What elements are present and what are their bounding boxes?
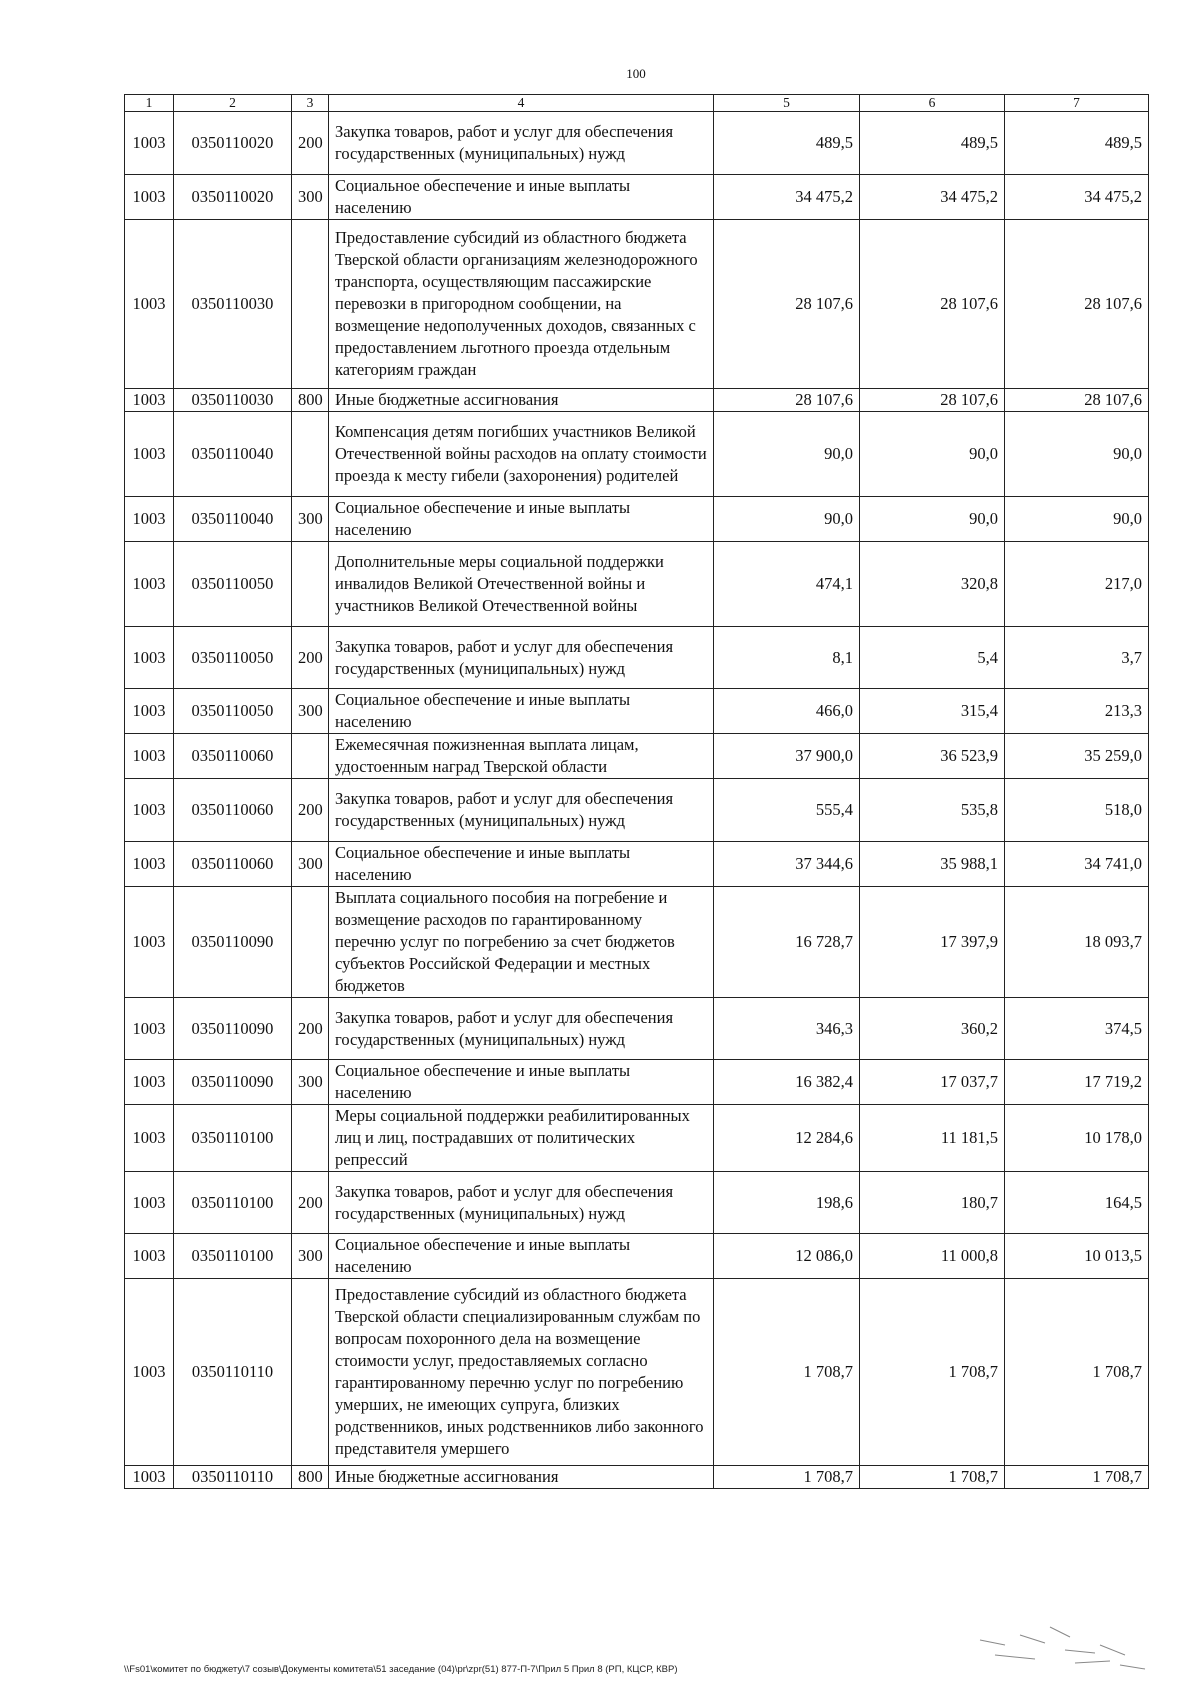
expense-type-code [292, 220, 329, 389]
section-code: 1003 [125, 112, 174, 175]
table-row [125, 542, 1149, 627]
expense-type-code: 200 [292, 627, 329, 689]
header-col-1: 1 [125, 95, 174, 112]
table-row [125, 779, 1149, 842]
amount-year-2: 1 708,7 [860, 1279, 1005, 1466]
amount-year-3: 3,7 [1005, 627, 1149, 689]
amount-year-1: 28 107,6 [714, 220, 860, 389]
section-code: 1003 [125, 842, 174, 887]
budget-table-container [124, 94, 1148, 1489]
target-article-code: 0350110100 [174, 1172, 292, 1234]
header-col-7: 7 [1005, 95, 1149, 112]
section-code: 1003 [125, 175, 174, 220]
amount-year-3: 34 741,0 [1005, 842, 1149, 887]
amount-year-3: 374,5 [1005, 998, 1149, 1060]
target-article-code: 0350110050 [174, 627, 292, 689]
amount-year-1: 489,5 [714, 112, 860, 175]
amount-year-3: 489,5 [1005, 112, 1149, 175]
item-description: Социальное обеспечение и иные выплаты населению [329, 175, 714, 220]
amount-year-1: 12 284,6 [714, 1105, 860, 1172]
amount-year-2: 489,5 [860, 112, 1005, 175]
file-path-footer: \\Fs01\комитет по бюджету\7 созыв\Документы комитета\51 заседание (04)\pr\zpr(51) 877-П-7\Прил 5 Прил 8 (РП, КЦСР, КВР) [124, 1664, 678, 1675]
item-description: Иные бюджетные ассигнования [329, 1466, 714, 1489]
amount-year-1: 8,1 [714, 627, 860, 689]
table-row [125, 220, 1149, 389]
section-code: 1003 [125, 1279, 174, 1466]
table-row [125, 887, 1149, 998]
section-code: 1003 [125, 627, 174, 689]
amount-year-1: 16 382,4 [714, 1060, 860, 1105]
expense-type-code: 300 [292, 175, 329, 220]
expense-type-code: 800 [292, 389, 329, 412]
target-article-code: 0350110100 [174, 1105, 292, 1172]
amount-year-1: 90,0 [714, 497, 860, 542]
expense-type-code: 300 [292, 497, 329, 542]
expense-type-code: 800 [292, 1466, 329, 1489]
header-col-3: 3 [292, 95, 329, 112]
amount-year-2: 535,8 [860, 779, 1005, 842]
section-code: 1003 [125, 689, 174, 734]
amount-year-2: 11 000,8 [860, 1234, 1005, 1279]
amount-year-1: 34 475,2 [714, 175, 860, 220]
amount-year-1: 16 728,7 [714, 887, 860, 998]
section-code: 1003 [125, 389, 174, 412]
target-article-code: 0350110090 [174, 1060, 292, 1105]
section-code: 1003 [125, 1172, 174, 1234]
item-description: Закупка товаров, работ и услуг для обеспечения государственных (муниципальных) нужд [329, 112, 714, 175]
target-article-code: 0350110040 [174, 497, 292, 542]
amount-year-2: 28 107,6 [860, 220, 1005, 389]
target-article-code: 0350110110 [174, 1279, 292, 1466]
amount-year-2: 1 708,7 [860, 1466, 1005, 1489]
amount-year-2: 17 037,7 [860, 1060, 1005, 1105]
amount-year-1: 555,4 [714, 779, 860, 842]
item-description: Компенсация детям погибших участников Великой Отечественной войны расходов на оплату стоимости проезда к месту гибели (захоронения) родителей [329, 412, 714, 497]
handwritten-mark [975, 1615, 1155, 1675]
section-code: 1003 [125, 1466, 174, 1489]
amount-year-2: 90,0 [860, 497, 1005, 542]
amount-year-2: 320,8 [860, 542, 1005, 627]
table-row [125, 998, 1149, 1060]
target-article-code: 0350110060 [174, 842, 292, 887]
target-article-code: 0350110060 [174, 779, 292, 842]
table-row [125, 1172, 1149, 1234]
amount-year-3: 217,0 [1005, 542, 1149, 627]
table-row [125, 412, 1149, 497]
amount-year-3: 1 708,7 [1005, 1466, 1149, 1489]
expense-type-code: 200 [292, 112, 329, 175]
expense-type-code: 300 [292, 1060, 329, 1105]
target-article-code: 0350110050 [174, 542, 292, 627]
table-body [125, 112, 1149, 1489]
target-article-code: 0350110090 [174, 998, 292, 1060]
section-code: 1003 [125, 998, 174, 1060]
amount-year-1: 90,0 [714, 412, 860, 497]
item-description: Предоставление субсидий из областного бюджета Тверской области специализированным службам по вопросам похоронного дела на возмещение стоимости услуг, предоставляемых согласно гарантированному перечню услуг по погребению умерших, не имеющих супруга, близких родственников, иных родственников либо законного представителя умершего [329, 1279, 714, 1466]
item-description: Иные бюджетные ассигнования [329, 389, 714, 412]
expense-type-code: 300 [292, 689, 329, 734]
item-description: Закупка товаров, работ и услуг для обеспечения государственных (муниципальных) нужд [329, 1172, 714, 1234]
amount-year-3: 213,3 [1005, 689, 1149, 734]
item-description: Социальное обеспечение и иные выплаты населению [329, 689, 714, 734]
amount-year-3: 17 719,2 [1005, 1060, 1149, 1105]
section-code: 1003 [125, 1060, 174, 1105]
amount-year-2: 180,7 [860, 1172, 1005, 1234]
table-row [125, 1060, 1149, 1105]
amount-year-1: 37 344,6 [714, 842, 860, 887]
expense-type-code: 200 [292, 1172, 329, 1234]
target-article-code: 0350110020 [174, 175, 292, 220]
amount-year-3: 10 013,5 [1005, 1234, 1149, 1279]
amount-year-2: 315,4 [860, 689, 1005, 734]
target-article-code: 0350110100 [174, 1234, 292, 1279]
target-article-code: 0350110090 [174, 887, 292, 998]
item-description: Дополнительные меры социальной поддержки инвалидов Великой Отечественной войны и участников Великой Отечественной войны [329, 542, 714, 627]
budget-table [124, 94, 1149, 1489]
item-description: Социальное обеспечение и иные выплаты населению [329, 1060, 714, 1105]
amount-year-2: 11 181,5 [860, 1105, 1005, 1172]
amount-year-1: 37 900,0 [714, 734, 860, 779]
amount-year-3: 28 107,6 [1005, 220, 1149, 389]
target-article-code: 0350110030 [174, 220, 292, 389]
table-row [125, 175, 1149, 220]
amount-year-2: 36 523,9 [860, 734, 1005, 779]
item-description: Предоставление субсидий из областного бюджета Тверской области организациям железнодорожного транспорта, осуществляющим пассажирские перевозки в пригородном сообщении, на возмещение недополученных доходов, связанных с предоставлением льготного проезда отдельным категориям граждан [329, 220, 714, 389]
target-article-code: 0350110110 [174, 1466, 292, 1489]
target-article-code: 0350110020 [174, 112, 292, 175]
expense-type-code: 200 [292, 998, 329, 1060]
expense-type-code [292, 734, 329, 779]
amount-year-1: 198,6 [714, 1172, 860, 1234]
amount-year-3: 90,0 [1005, 497, 1149, 542]
table-row [125, 1105, 1149, 1172]
table-row [125, 842, 1149, 887]
item-description: Выплата социального пособия на погребение и возмещение расходов по гарантированному перечню услуг по погребению за счет бюджетов субъектов Российской Федерации и местных бюджетов [329, 887, 714, 998]
amount-year-3: 90,0 [1005, 412, 1149, 497]
item-description: Социальное обеспечение и иные выплаты населению [329, 842, 714, 887]
item-description: Меры социальной поддержки реабилитированных лиц и лиц, пострадавших от политических репрессий [329, 1105, 714, 1172]
section-code: 1003 [125, 734, 174, 779]
amount-year-3: 35 259,0 [1005, 734, 1149, 779]
expense-type-code [292, 542, 329, 627]
expense-type-code [292, 887, 329, 998]
amount-year-2: 360,2 [860, 998, 1005, 1060]
expense-type-code [292, 1105, 329, 1172]
header-col-5: 5 [714, 95, 860, 112]
header-col-4: 4 [329, 95, 714, 112]
header-col-6: 6 [860, 95, 1005, 112]
amount-year-3: 34 475,2 [1005, 175, 1149, 220]
amount-year-3: 518,0 [1005, 779, 1149, 842]
table-row [125, 734, 1149, 779]
amount-year-1: 466,0 [714, 689, 860, 734]
page-number: 100 [626, 66, 646, 81]
header-col-2: 2 [174, 95, 292, 112]
target-article-code: 0350110050 [174, 689, 292, 734]
table-row [125, 497, 1149, 542]
expense-type-code [292, 1279, 329, 1466]
table-row [125, 689, 1149, 734]
amount-year-3: 10 178,0 [1005, 1105, 1149, 1172]
amount-year-2: 5,4 [860, 627, 1005, 689]
item-description: Закупка товаров, работ и услуг для обеспечения государственных (муниципальных) нужд [329, 779, 714, 842]
expense-type-code: 300 [292, 842, 329, 887]
table-row [125, 627, 1149, 689]
header-row [125, 95, 1149, 112]
amount-year-1: 28 107,6 [714, 389, 860, 412]
amount-year-2: 35 988,1 [860, 842, 1005, 887]
amount-year-1: 1 708,7 [714, 1279, 860, 1466]
section-code: 1003 [125, 497, 174, 542]
table-row [125, 1466, 1149, 1489]
amount-year-2: 28 107,6 [860, 389, 1005, 412]
section-code: 1003 [125, 1105, 174, 1172]
table-row [125, 112, 1149, 175]
amount-year-1: 474,1 [714, 542, 860, 627]
section-code: 1003 [125, 542, 174, 627]
section-code: 1003 [125, 220, 174, 389]
amount-year-1: 12 086,0 [714, 1234, 860, 1279]
amount-year-1: 1 708,7 [714, 1466, 860, 1489]
expense-type-code [292, 412, 329, 497]
item-description: Закупка товаров, работ и услуг для обеспечения государственных (муниципальных) нужд [329, 998, 714, 1060]
item-description: Ежемесячная пожизненная выплата лицам, удостоенным наград Тверской области [329, 734, 714, 779]
amount-year-3: 18 093,7 [1005, 887, 1149, 998]
item-description: Закупка товаров, работ и услуг для обеспечения государственных (муниципальных) нужд [329, 627, 714, 689]
amount-year-3: 1 708,7 [1005, 1279, 1149, 1466]
expense-type-code: 200 [292, 779, 329, 842]
section-code: 1003 [125, 1234, 174, 1279]
section-code: 1003 [125, 412, 174, 497]
target-article-code: 0350110030 [174, 389, 292, 412]
amount-year-3: 28 107,6 [1005, 389, 1149, 412]
item-description: Социальное обеспечение и иные выплаты населению [329, 1234, 714, 1279]
section-code: 1003 [125, 779, 174, 842]
table-row [125, 1279, 1149, 1466]
table-row [125, 389, 1149, 412]
amount-year-2: 90,0 [860, 412, 1005, 497]
item-description: Социальное обеспечение и иные выплаты населению [329, 497, 714, 542]
target-article-code: 0350110060 [174, 734, 292, 779]
amount-year-2: 34 475,2 [860, 175, 1005, 220]
amount-year-1: 346,3 [714, 998, 860, 1060]
expense-type-code: 300 [292, 1234, 329, 1279]
table-row [125, 1234, 1149, 1279]
target-article-code: 0350110040 [174, 412, 292, 497]
section-code: 1003 [125, 887, 174, 998]
amount-year-2: 17 397,9 [860, 887, 1005, 998]
amount-year-3: 164,5 [1005, 1172, 1149, 1234]
